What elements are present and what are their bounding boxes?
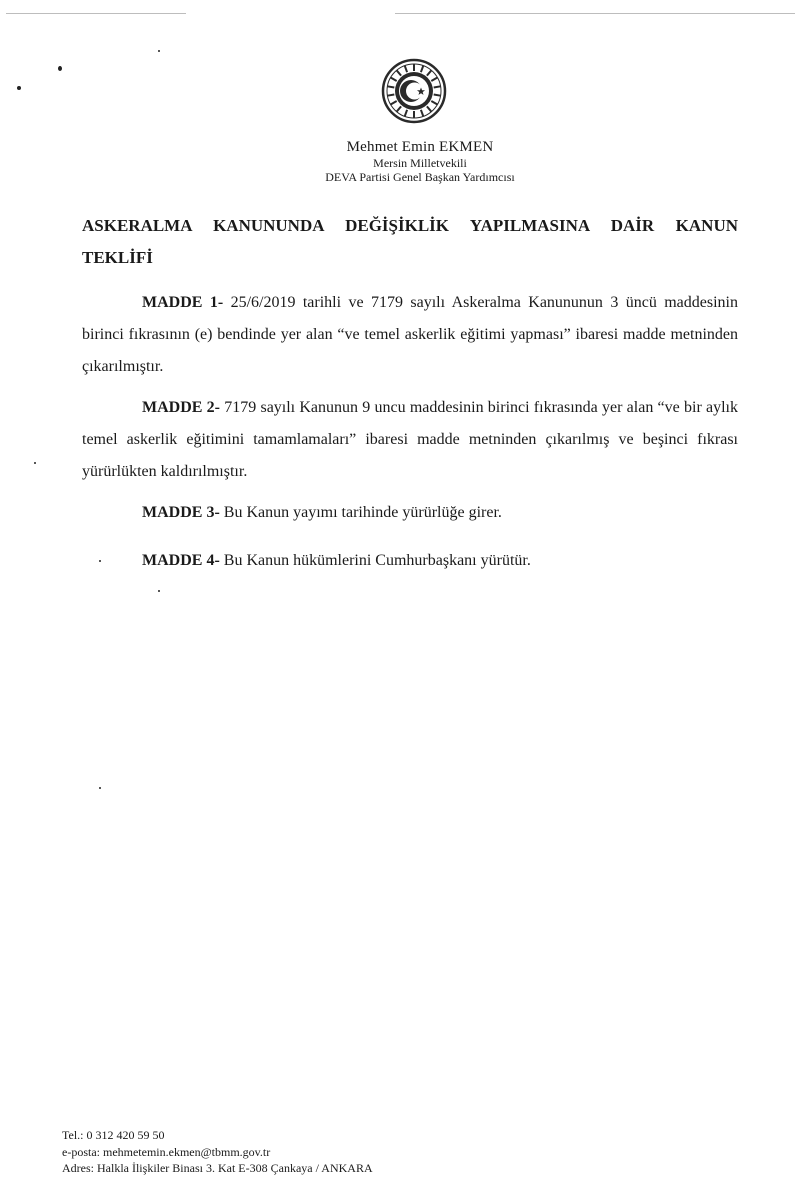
- mp-first-name: Mehmet Emin: [346, 139, 436, 155]
- article-4-text: Bu Kanun hükümlerini Cumhurbaşkanı yürütür.: [219, 552, 531, 569]
- mp-name: [200, 138, 640, 156]
- scan-speck: [158, 50, 160, 52]
- mp-party-role: DEVA Partisi Genel Başkan Yardımcısı: [325, 170, 515, 185]
- article-3-label: MADDE 3-: [142, 504, 220, 521]
- tbmm-emblem-icon: [381, 58, 447, 124]
- scan-speck: [58, 66, 62, 71]
- article-1-text: 25/6/2019 tarihli ve 7179 sayılı Askeralma Kanununun 3 üncü maddesinin birinci fıkrasının (e) bendinde yer alan “ve temel askerlik eğitimi yapması” ibaresi madde metninden çıkarılmıştır.: [82, 294, 739, 375]
- article-4-label: MADDE 4-: [142, 552, 220, 569]
- article-1: [82, 287, 738, 383]
- footer-phone: Tel.: 0 312 420 59 50: [62, 1128, 165, 1142]
- article-3: [82, 497, 738, 529]
- footer-email: e-posta: mehmetemin.ekmen@tbmm.gov.tr: [62, 1144, 271, 1159]
- title-line-2: TEKLİFİ: [82, 248, 153, 267]
- article-4: [82, 545, 738, 577]
- article-2-label: MADDE 2-: [142, 399, 220, 416]
- mp-last-name: EKMEN: [439, 139, 494, 155]
- document-title: [82, 210, 738, 274]
- scan-speck: [17, 86, 21, 90]
- contact-footer: [62, 1127, 373, 1177]
- footer-address: Adres: Halkla İlişkiler Binası 3. Kat E-308 Çankaya / ANKARA: [62, 1161, 373, 1175]
- mp-header: [200, 138, 640, 185]
- scan-border-line: [6, 13, 186, 14]
- scan-speck: [158, 590, 160, 592]
- mp-role: Mersin Milletvekili: [373, 156, 467, 170]
- article-3-text: Bu Kanun yayımı tarihinde yürürlüğe girer.: [219, 504, 502, 521]
- title-line-1: ASKERALMA KANUNUNDA DEĞİŞİKLİK YAPILMASINA DAİR KANUN: [82, 216, 738, 235]
- article-1-label: MADDE 1-: [142, 294, 224, 311]
- article-2: [82, 392, 738, 488]
- article-2-text: 7179 sayılı Kanunun 9 uncu maddesinin birinci fıkrasında yer alan “ve bir aylık temel askerlik eğitimini tamamlamaları” ibaresi madde metninden çıkarılmış ve beşinci fıkrası yürürlükten kaldırılmıştır.: [82, 399, 738, 480]
- scan-speck: [99, 787, 101, 789]
- scan-border-line: [395, 13, 795, 14]
- scan-speck: [34, 462, 36, 464]
